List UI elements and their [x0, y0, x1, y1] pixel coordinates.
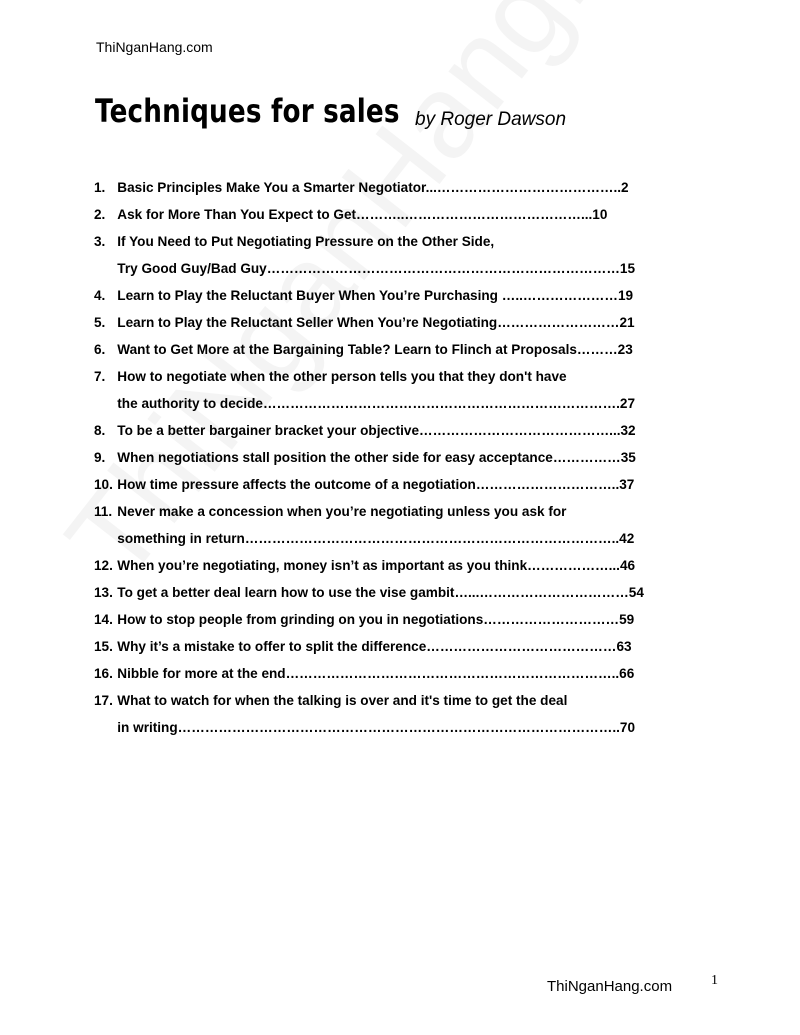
toc-entry — [94, 282, 715, 309]
toc-entry — [94, 174, 715, 201]
site-header: ThiNganHang.com — [96, 39, 213, 55]
toc-entry-text: Nibble for more at the end………………………………………………………………..66 — [117, 665, 635, 681]
toc-entry — [94, 633, 715, 660]
toc-entry-text: Learn to Play the Reluctant Seller When You’re Negotiating………………………21 — [117, 314, 635, 330]
toc-entry-text: in writing……………………………………………………………………………………..70 — [117, 719, 636, 735]
toc-entry-number: 16. — [94, 665, 113, 681]
toc-entry-number: 12. — [94, 557, 113, 573]
toc-entry-text: How to stop people from grinding on you in negotiations…………………………59 — [117, 611, 635, 627]
toc-entry-text: How to negotiate when the other person tells you that they don't have — [117, 368, 567, 384]
toc-entry — [94, 390, 715, 417]
toc-entry — [94, 579, 715, 606]
toc-entry-number: 11. — [94, 503, 113, 519]
toc-entry-text: When negotiations stall position the other side for easy acceptance……………35 — [117, 449, 636, 465]
toc-entry — [94, 417, 715, 444]
toc-entry-number: 13. — [94, 584, 113, 600]
toc-entry-number: 5. — [94, 314, 106, 330]
site-footer: ThiNganHang.com — [547, 978, 673, 995]
toc-entry-text: Learn to Play the Reluctant Buyer When You’re Purchasing …..…………………19 — [117, 287, 634, 303]
toc-entry — [94, 552, 715, 579]
toc-entry — [94, 525, 715, 552]
toc-entry-text: How time pressure affects the outcome of a negotiation…………………………..37 — [117, 476, 635, 492]
toc-entry-number: 4. — [94, 287, 106, 303]
toc-entry-number: 3. — [94, 233, 106, 249]
toc-entry — [94, 444, 715, 471]
toc-entry — [94, 606, 715, 633]
toc-entry-text: Why it’s a mistake to offer to split the difference……………………………………63 — [117, 638, 632, 654]
toc-entry — [94, 471, 715, 498]
toc-entry — [94, 255, 715, 282]
toc-entry-number: 10. — [94, 476, 113, 492]
toc-entry — [94, 363, 715, 390]
toc-entry-text: the authority to decide…………………………………………………………………….27 — [117, 395, 636, 411]
toc-entry-number: 2. — [94, 206, 106, 222]
author-byline: by Roger Dawson — [415, 109, 567, 130]
toc-entry-number: 7. — [94, 368, 106, 384]
toc-entry-text: Basic Principles Make You a Smarter Negotiator...…………………………………..2 — [117, 179, 629, 195]
page-number: 1 — [711, 973, 718, 988]
toc-entry-text: Try Good Guy/Bad Guy……………………………………………………………………15 — [117, 260, 636, 276]
toc-entry-text: Want to Get More at the Bargaining Table? Learn to Flinch at Proposals………23 — [117, 341, 633, 357]
toc-entry — [94, 660, 715, 687]
toc-entry — [94, 498, 715, 525]
toc-entry-text: To be a better bargainer bracket your objective……………………………………...32 — [117, 422, 636, 438]
toc-entry — [94, 309, 715, 336]
toc-entry-number: 9. — [94, 449, 106, 465]
toc-entry-number: 6. — [94, 341, 106, 357]
toc-entry-number: 1. — [94, 179, 106, 195]
toc-entry-text: What to watch for when the talking is over and it's time to get the deal — [117, 692, 568, 708]
toc-entry-text: If You Need to Put Negotiating Pressure on the Other Side, — [117, 233, 495, 249]
toc-entry-number: 15. — [94, 638, 113, 654]
toc-entry — [94, 336, 715, 363]
table-of-contents — [94, 174, 734, 741]
toc-entry-text: Ask for More Than You Expect to Get………..…………………………………...10 — [117, 206, 608, 222]
toc-entry-text: something in return………………………………………………………………………..42 — [117, 530, 635, 546]
toc-entry-text: When you’re negotiating, money isn’t as important as you think………………...46 — [117, 557, 636, 573]
toc-entry — [94, 687, 715, 714]
toc-entry — [94, 201, 715, 228]
toc-entry — [94, 228, 715, 255]
page-title: Techniques for sales — [95, 92, 400, 130]
toc-entry-text: Never make a concession when you’re negotiating unless you ask for — [117, 503, 567, 519]
toc-entry-number: 8. — [94, 422, 106, 438]
toc-entry-number: 14. — [94, 611, 113, 627]
toc-entry — [94, 714, 715, 741]
title-block — [95, 92, 567, 130]
toc-entry-text: To get a better deal learn how to use the vise gambit…...……………………………54 — [117, 584, 644, 600]
toc-entry-number: 17. — [94, 692, 113, 708]
